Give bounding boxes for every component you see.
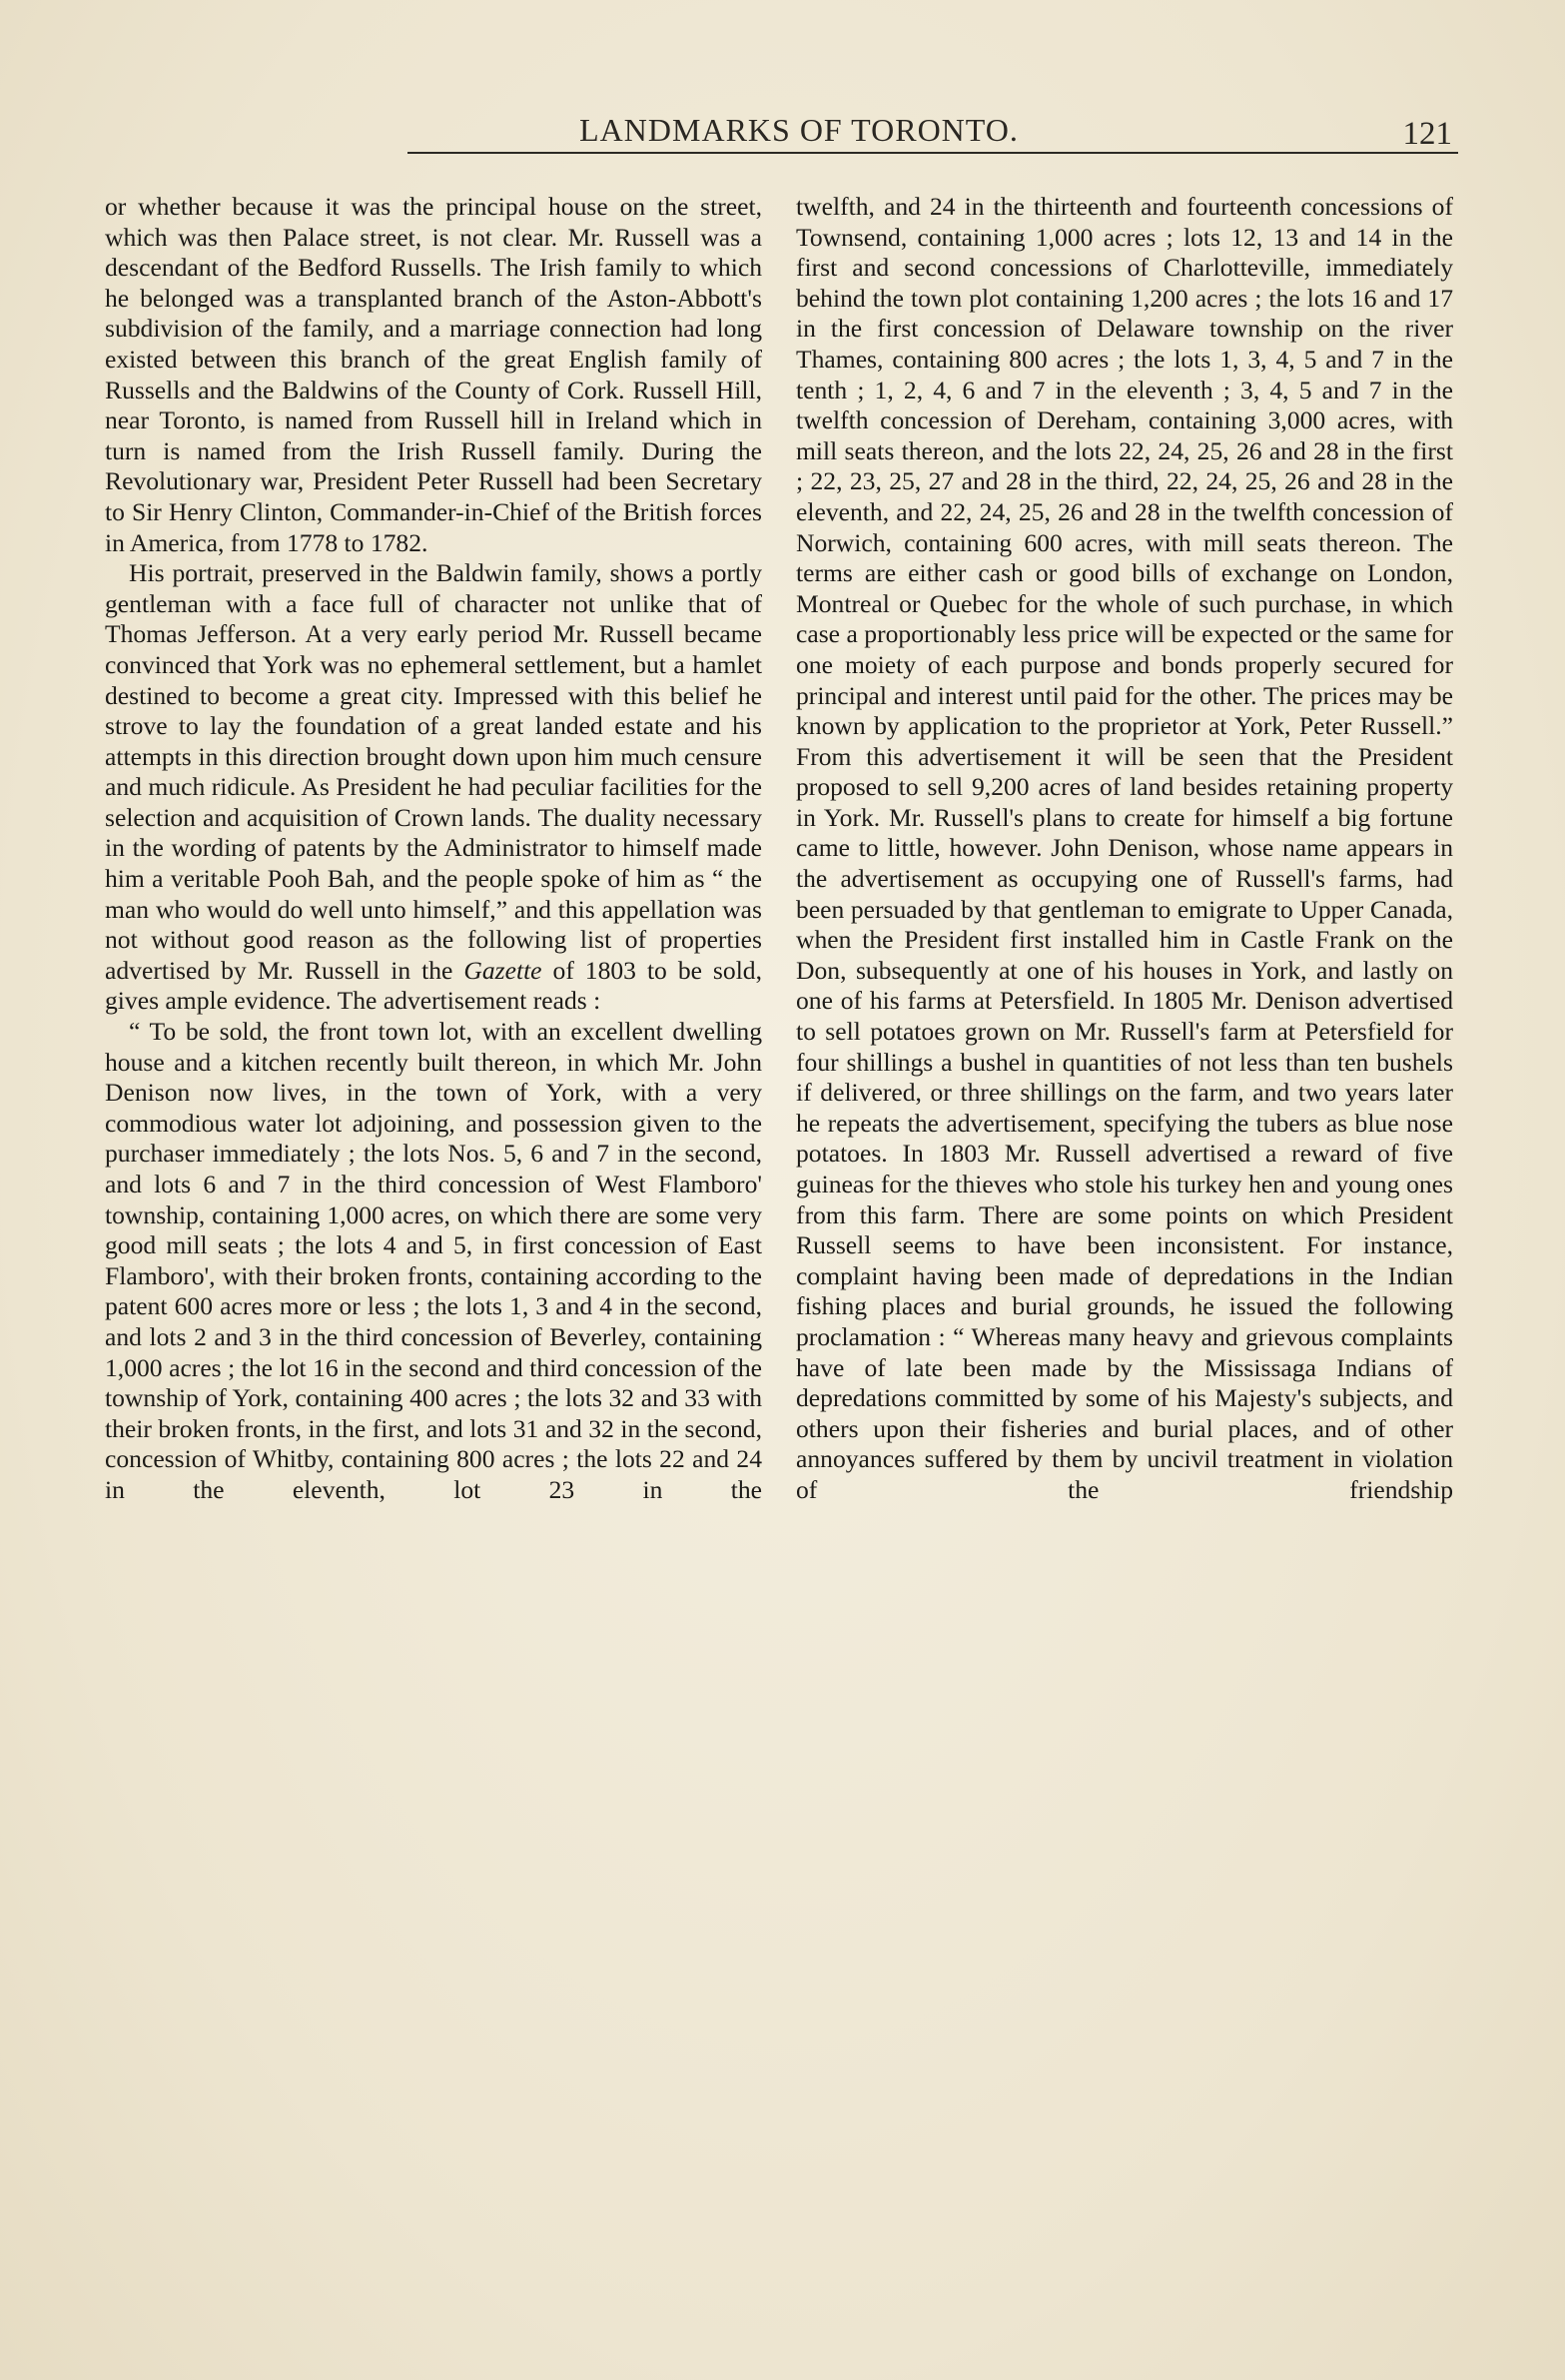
page-header <box>100 112 1458 152</box>
paragraph: twelfth, and 24 in the thirteenth and fourteenth concessions of Townsend, containing 1,000 acres ; lots 12, 13 and 14 in the first and second concessions of Charlotteville, immediately behind the town plot containing 1,200 acres ; the lots 16 and 17 in the first concession of Delaware township on the river Thames, containing 800 acres ; the lots 1, 3, 4, 5 and 7 in the tenth ; 1, 2, 4, 6 and 7 in the eleventh ; 3, 4, 5 and 7 in the twelfth concession of Dereham, containing 3,000 acres, with mill seats thereon, and the lots 22, 24, 25, 26 and 28 in the first ; 22, 23, 25, 27 and 28 in the third, 22, 24, 25, 26 and 28 in the eleventh, and 22, 24, 25, 26 and 28 in the twelfth concession of Norwich, containing 600 acres, with mill seats thereon. The terms are either cash or good bills of exchange on London, Montreal or Quebec for the whole of such purchase, in which case a proportionably less price will be expected or the same for one moiety of each purpose and bonds properly secured for principal and interest until paid for the other. The prices may be known by application to the proprietor at York, Peter Russell.” From this advertisement it will be seen that the President proposed to sell 9,200 acres of land besides retaining property in York. Mr. Russell's plans to create for himself a big fortune came to little, however. John Denison, whose name appears in the advertisement as occupying one of Russell's farms, had been persuaded by that gentleman to emigrate to Upper Canada, when the President first installed him in Castle Frank on the Don, subsequently at one of his houses in York, and lastly on one of his farms at Petersfield. In 1805 Mr. Denison advertised to sell potatoes grown on Mr. Russell's farm at Petersfield for four shillings a bushel in quantities of not less than ten bushels if delivered, or three shillings on the farm, and two years later he repeats the advertisement, specifying the tubers as blue nose potatoes. In 1803 Mr. Russell advertised a reward of five guineas for the thieves who stole his turkey hen and young ones from this farm. There are some points on which President Russell seems to have been inconsistent. For instance, complaint having been made of depredations in the Indian fishing places and burial grounds, he issued the following proclamation : “ Whereas many heavy and grievous complaints have of late been made by the Mississaga Indians of depredations committed by some of his Majesty's subjects, and others upon their fisheries and burial places, and of other annoyances suffered by them by uncivil treatment in violation of the friendship <box>796 192 1453 1504</box>
right-column <box>796 192 1453 2349</box>
gazette-title: Gazette <box>463 955 542 985</box>
paragraph-text: His portrait, preserved in the Baldwin family, shows a portly gentleman with a face full of character not unlike that of Thomas Jefferson. At a very early period Mr. Russell became convinced that York was no ephemeral settlement, but a hamlet destined to become a great city. Impressed with this belief he strove to lay the foundation of a great landed estate and his attempts in this direction brought down upon him much censure and much ridicule. As President he had peculiar facilities for the selection and acquisition of Crown lands. The duality necessary in the wording of patents by the Administrator to himself made him a veritable Pooh Bah, and the people spoke of him as “ the man who would do well unto himself,” and this appellation was not without good reason as the following list of properties advertised by Mr. Russell in the <box>105 558 762 985</box>
running-title: LANDMARKS OF TORONTO. <box>579 112 1019 148</box>
paragraph <box>105 558 762 1017</box>
paragraph: or whether because it was the principal house on the street, which was then Palace street, is not clear. Mr. Russell was a descendant of the Bedford Russells. The Irish family to which he belonged was a transplanted branch of the Aston-Abbott's subdivision of the family, and a marriage connection had long existed between this branch of the great English family of Russells and the Baldwins of the County of Cork. Russell Hill, near Toronto, is named from Russell hill in Ireland which in turn is named from the Irish Russell family. During the Revolutionary war, President Peter Russell had been Secretary to Sir Henry Clinton, Commander-in-Chief of the British forces in America, from 1778 to 1782. <box>105 192 762 557</box>
paragraph-text: of 1803 to be sold, gives ample evidence. The advertisement reads : <box>105 955 762 1016</box>
header-rule <box>407 152 1458 154</box>
page-number: 121 <box>1402 116 1452 152</box>
advertisement-quote: “ To be sold, the front town lot, with an excellent dwelling house and a kitchen recently built thereon, in which Mr. John Denison now lives, in the town of York, with a very commodious water lot adjoining, and possession given to the purchaser immediately ; the lots Nos. 5, 6 and 7 in the second, and lots 6 and 7 in the third concession of West Flamboro' township, containing 1,000 acres, on which there are some very good mill seats ; the lots 4 and 5, in first concession of East Flamboro', with their broken fronts, containing according to the patent 600 acres more or less ; the lots 1, 3 and 4 in the second, and lots 2 and 3 in the third concession of Beverley, containing 1,000 acres ; the lot 16 in the second and third concession of the township of York, containing 400 acres ; the lots 32 and 33 with their broken fronts, in the first, and lots 31 and 32 in the second, concession of Whitby, containing 800 acres ; the lots 22 and 24 in the eleventh, lot 23 in the <box>105 1017 762 1504</box>
left-column <box>105 192 762 2349</box>
